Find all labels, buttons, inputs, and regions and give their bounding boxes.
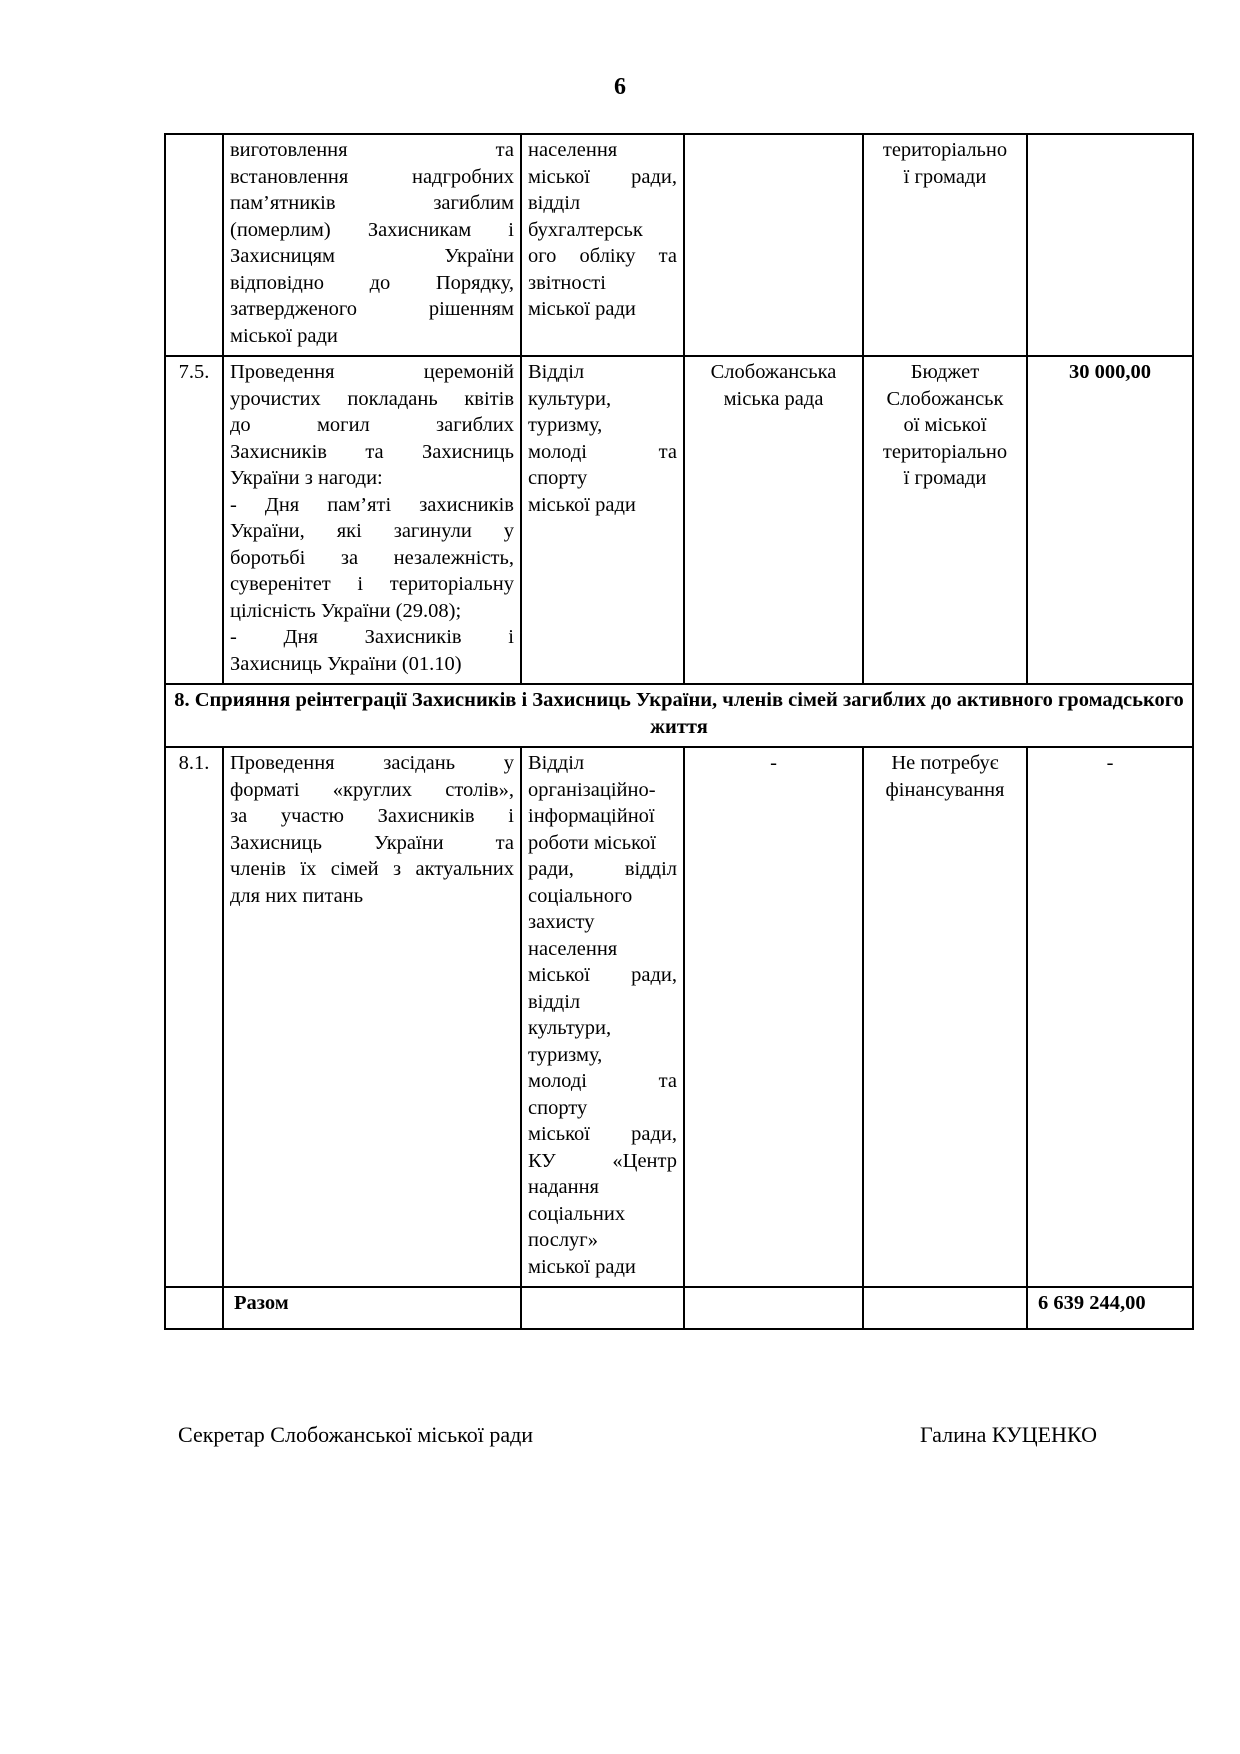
item-number [165,134,223,356]
section-header-row [165,684,1193,747]
total-num-empty [165,1287,223,1329]
item-number: 8.1. [165,747,223,1287]
funding-source: Не потребує фінансування [863,747,1027,1287]
page-number: 6 [614,74,626,100]
amount [1027,134,1193,356]
section-8-title: 8. Сприяння реінтеграції Захисників і Захисниць України, членів сімей загиблих до активного громадського життя [165,684,1193,747]
table-row-8-1 [165,747,1193,1287]
program-measures-table [164,133,1194,1330]
total-empty-2 [684,1287,863,1329]
measure-description: Проведення засідань у форматі «круглих столів», за участю Захисників і Захисниць України та членів їх сімей з актуальних для них питань [223,747,521,1287]
responsible-department: Відділ організаційно- інформаційної роботи міської ради, відділ соціального захисту населення міської ради, відділ культури, туризму, молоді та спорту міської ради, КУ «Центр надання соціальних послуг» міської ради [521,747,684,1287]
total-empty-3 [863,1287,1027,1329]
total-amount: 6 639 244,00 [1027,1287,1193,1329]
measure-description: виготовлення та встановлення надгробних пам’ятників загиблим (померлим) Захисникам і Захисницям України відповідно до Порядку, затвердженого рішенням міської ради [223,134,521,356]
measure-description: Проведення церемоній урочистих покладань квітів до могил загиблих Захисників та Захисниць України з нагоди: - Дня пам’яті захисників України, які загинули у боротьбі за незалежність, суверенітет і територіальну цілісність України (29.08); - Дня Захисників і Захисниць України (01.10) [223,356,521,684]
responsible-department: населення міської ради, відділ бухгалтерськ ого обліку та звітності міської ради [521,134,684,356]
signatory-name: Галина КУЦЕНКО [920,1422,1097,1447]
item-number: 7.5. [165,356,223,684]
executor: Слобожанська міська рада [684,356,863,684]
funding-source: територіально ї громади [863,134,1027,356]
funding-source: Бюджет Слобожанськ ої міської територіально ї громади [863,356,1027,684]
total-label: Разом [223,1287,521,1329]
table-row-7-5 [165,356,1193,684]
total-row [165,1287,1193,1329]
amount: - [1027,747,1193,1287]
total-empty-1 [521,1287,684,1329]
signatory-position: Секретар Слобожанської міської ради [178,1422,534,1447]
executor: - [684,747,863,1287]
executor [684,134,863,356]
amount: 30 000,00 [1027,356,1193,684]
table-row-continuation [165,134,1193,356]
responsible-department: Відділ культури, туризму, молоді та спорту міської ради [521,356,684,684]
